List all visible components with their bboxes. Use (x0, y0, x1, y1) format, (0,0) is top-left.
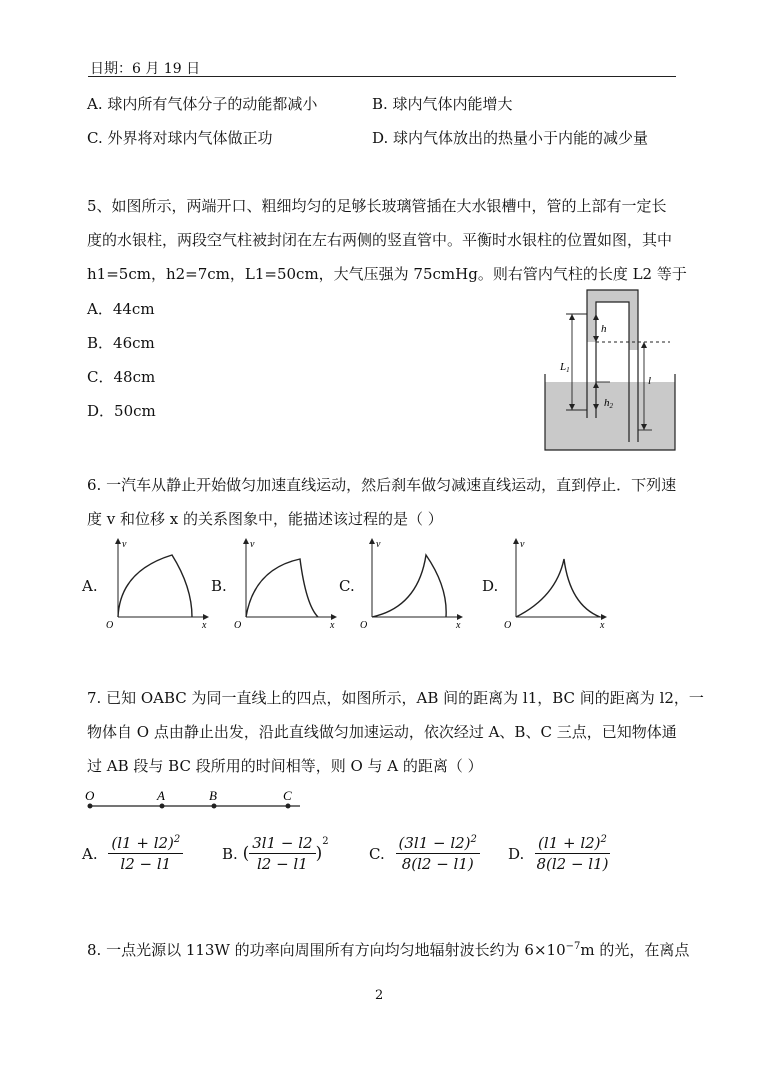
svg-text:C: C (283, 788, 292, 803)
svg-text:v: v (250, 539, 255, 550)
q4-option-a: A. 球内所有气体分子的动能都减小 (87, 95, 318, 113)
q7-line-figure (80, 786, 310, 816)
q7-option-c: C. $\frac{(3l1 - l2)^2}{8(l2 - l1)}$ (369, 834, 480, 884)
svg-text:x: x (600, 620, 605, 630)
q5-option-a: A．44cm (87, 300, 155, 318)
svg-text:B: B (209, 788, 217, 803)
svg-text:x: x (202, 620, 207, 630)
svg-text:v: v (376, 539, 381, 550)
svg-text:O: O (85, 788, 95, 803)
mercury-left-top (587, 290, 596, 342)
q6-stem-line2: 度 v 和位移 x 的关系图象中，能描述该过程的是（ ） (87, 510, 443, 528)
point-o (88, 804, 93, 809)
q5-option-c: C．48cm (87, 368, 156, 386)
svg-text:O: O (360, 620, 368, 630)
q6-graph-c-label: C. (339, 577, 355, 595)
graph-b-curve (246, 559, 318, 617)
q6-graph-a-label: A. (82, 577, 98, 595)
header-date: 日期：6 月 19 日 (90, 61, 201, 77)
q6-graph-b-label: B. (211, 577, 227, 595)
label-l1: L1 (560, 361, 570, 374)
q7-option-d: D. $\frac{(l1 + l2)^2}{8(l2 - l1)}$ (508, 834, 609, 873)
q4-option-b: B. 球内气体内能增大 (372, 95, 513, 113)
q5-stem-line1: 5、如图所示，两端开口、粗细均匀的足够长玻璃管插在大水银槽中，管的上部有一定长 (87, 197, 667, 215)
q7-option-b: B. ( $\frac{3l1 - l2}{l2 - l1}$ )$^2$ (222, 834, 329, 873)
q4-option-c: C. 外界将对球内气体做正功 (87, 129, 273, 147)
q6-graph-b (230, 535, 342, 630)
q7-stem-line3: 过 AB 段与 BC 段所用的时间相等，则 O 与 A 的距离（ ） (87, 757, 483, 775)
q6-graph-d (500, 535, 612, 630)
header-rule (88, 76, 676, 77)
q5-option-d: D．50cm (87, 402, 156, 420)
label-h2: h2 (604, 397, 613, 410)
q4-option-d: D. 球内气体放出的热量小于内能的减少量 (372, 129, 649, 147)
svg-text:O: O (234, 620, 242, 630)
mercury-right-top (629, 290, 638, 350)
svg-text:O: O (106, 620, 114, 630)
q7-stem-line2: 物体自 O 点由静止出发，沿此直线做匀加速运动，依次经过 A、B、C 三点，已知物体通 (87, 723, 677, 741)
q8-stem-line1: 8. 一点光源以 113W 的功率向周围所有方向均匀地辐射波长约为 $6\times 10^{-7}m$ 的光，在离点 (87, 941, 690, 959)
point-a (160, 804, 165, 809)
q6-graph-c (356, 535, 468, 630)
q6-graph-d-label: D. (482, 577, 499, 595)
q5-option-b: B．46cm (87, 334, 155, 352)
q7-stem-line1: 7. 已知 OABC 为同一直线上的四点，如图所示，AB 间的距离为 l1，BC 间的距离为 l2，一 (87, 689, 704, 707)
q5-stem-line3: h1=5cm，h2=7cm，L1=50cm，大气压强为 75cmHg。则右管内气柱的长度 L2 等于 (87, 265, 687, 283)
q7-option-a: A. $\frac{(l1 + l2)^2}{l2 - l1}$ (82, 834, 183, 884)
graph-a-curve (118, 555, 192, 617)
q5-stem-line2: 度的水银柱，两段空气柱被封闭在左右两侧的竖直管中。平衡时水银柱的位置如图，其中 (87, 231, 673, 249)
q6-stem-line1: 6. 一汽车从静止开始做匀加速直线运动，然后刹车做匀减速直线运动，直到停止．下列速 (87, 476, 677, 494)
q6-graph-a (102, 535, 214, 630)
graph-c-curve (372, 555, 446, 617)
q5-tube-figure (540, 282, 690, 454)
svg-text:x: x (456, 620, 461, 630)
label-h1: h (601, 323, 607, 335)
tank-mercury (545, 382, 675, 450)
graph-d-curve (516, 559, 600, 617)
svg-text:O: O (504, 620, 512, 630)
point-c (286, 804, 291, 809)
svg-text:v: v (520, 539, 525, 550)
point-b (212, 804, 217, 809)
svg-text:x: x (330, 620, 335, 630)
svg-text:A: A (157, 788, 165, 803)
svg-text:v: v (122, 539, 127, 550)
page-number: 2 (375, 988, 384, 1003)
label-l2: l (648, 375, 652, 387)
